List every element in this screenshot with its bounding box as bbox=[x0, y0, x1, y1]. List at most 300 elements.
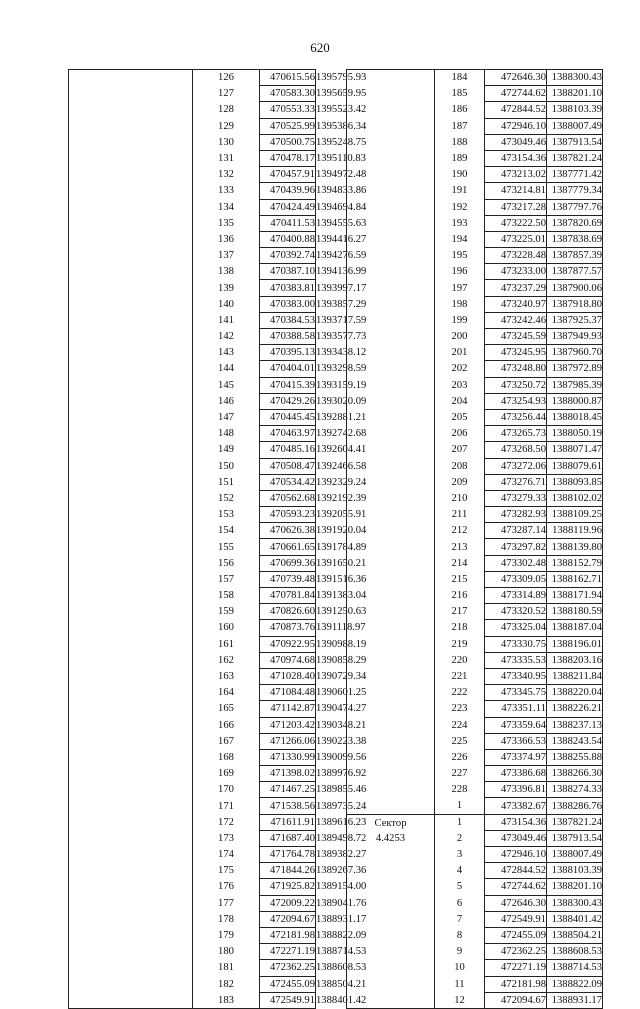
y-coordinate: 1388504.21 bbox=[547, 927, 603, 943]
point-number: 154 bbox=[193, 523, 260, 539]
x-coordinate: 470562.68 bbox=[260, 490, 316, 506]
table-row: 139 470383.81 1393997.17 bbox=[69, 280, 316, 296]
point-number: 186 bbox=[435, 102, 485, 118]
coordinates-table-right bbox=[346, 69, 603, 1009]
y-coordinate: 1388931.17 bbox=[547, 992, 603, 1008]
y-coordinate: 1388007.49 bbox=[547, 118, 603, 134]
point-number: 168 bbox=[193, 749, 260, 765]
x-coordinate: 473345.75 bbox=[485, 685, 547, 701]
table-row: 151 470534.42 1392329.24 bbox=[69, 474, 316, 490]
point-number: 209 bbox=[435, 474, 485, 490]
table-row: 183 472549.91 1388401.42 bbox=[69, 992, 316, 1008]
point-number: 159 bbox=[193, 604, 260, 620]
x-coordinate: 473282.93 bbox=[485, 507, 547, 523]
y-coordinate: 1388401.42 bbox=[547, 911, 603, 927]
x-coordinate: 473245.95 bbox=[485, 345, 547, 361]
table-row: 145 470415.39 1393159.19 bbox=[69, 377, 316, 393]
x-coordinate: 470429.26 bbox=[260, 393, 316, 409]
point-number: 180 bbox=[193, 944, 260, 960]
y-coordinate: 1388079.61 bbox=[547, 458, 603, 474]
x-coordinate: 471611.91 bbox=[260, 814, 316, 830]
table-row: 180 472271.19 1388714.53 bbox=[69, 944, 316, 960]
x-coordinate: 473335.53 bbox=[485, 652, 547, 668]
point-number: 1 bbox=[435, 814, 485, 830]
point-number: 137 bbox=[193, 248, 260, 264]
point-number: 163 bbox=[193, 668, 260, 684]
point-number: 207 bbox=[435, 442, 485, 458]
point-number: 132 bbox=[193, 167, 260, 183]
x-coordinate: 470485.16 bbox=[260, 442, 316, 458]
point-number: 174 bbox=[193, 847, 260, 863]
x-coordinate: 470583.30 bbox=[260, 86, 316, 102]
page-number: 620 bbox=[310, 40, 330, 55]
point-number: 146 bbox=[193, 393, 260, 409]
y-coordinate: 1387821.24 bbox=[547, 150, 603, 166]
y-coordinate: 1388201.10 bbox=[547, 879, 603, 895]
point-number: 200 bbox=[435, 329, 485, 345]
table-row: 152 470562.68 1392192.39 bbox=[69, 490, 316, 506]
point-number: 139 bbox=[193, 280, 260, 296]
x-coordinate: 472455.09 bbox=[260, 976, 316, 992]
x-coordinate: 470922.95 bbox=[260, 636, 316, 652]
point-number: 1 bbox=[435, 798, 485, 814]
point-number: 216 bbox=[435, 588, 485, 604]
x-coordinate: 471028.40 bbox=[260, 668, 316, 684]
x-coordinate: 470525.99 bbox=[260, 118, 316, 134]
point-number: 193 bbox=[435, 215, 485, 231]
table-row bbox=[347, 814, 603, 830]
y-coordinate: 1388171.94 bbox=[547, 588, 603, 604]
point-number: 192 bbox=[435, 199, 485, 215]
x-coordinate: 470739.48 bbox=[260, 571, 316, 587]
table-row: 146 470429.26 1393020.09 bbox=[69, 393, 316, 409]
table-row: 166 471203.42 1390348.21 bbox=[69, 717, 316, 733]
x-coordinate: 473214.81 bbox=[485, 183, 547, 199]
x-coordinate: 473297.82 bbox=[485, 539, 547, 555]
table-row: 141 470384.53 1393717.59 bbox=[69, 312, 316, 328]
point-number: 158 bbox=[193, 588, 260, 604]
table-row: 143 470395.13 1393438.12 bbox=[69, 345, 316, 361]
point-number: 140 bbox=[193, 296, 260, 312]
x-coordinate: 473049.46 bbox=[485, 830, 547, 846]
y-coordinate: 1388286.76 bbox=[547, 798, 603, 814]
x-coordinate: 470553.33 bbox=[260, 102, 316, 118]
point-number: 153 bbox=[193, 507, 260, 523]
x-coordinate: 473351.11 bbox=[485, 701, 547, 717]
table-row: 178 472094.67 1388931.17 bbox=[69, 911, 316, 927]
point-number: 167 bbox=[193, 733, 260, 749]
x-coordinate: 473242.46 bbox=[485, 312, 547, 328]
x-coordinate: 470400.88 bbox=[260, 231, 316, 247]
y-coordinate: 1388255.88 bbox=[547, 749, 603, 765]
table-row: 154 470626.38 1391920.04 bbox=[69, 523, 316, 539]
x-coordinate: 472009.22 bbox=[260, 895, 316, 911]
x-coordinate: 471467.25 bbox=[260, 782, 316, 798]
table-row: 164 471084.48 1390601.25 bbox=[69, 685, 316, 701]
y-coordinate: 1388139.80 bbox=[547, 539, 603, 555]
point-number: 214 bbox=[435, 555, 485, 571]
y-coordinate: 1388220.04 bbox=[547, 685, 603, 701]
table-row: 153 470593.23 1392055.91 bbox=[69, 507, 316, 523]
point-number: 224 bbox=[435, 717, 485, 733]
x-coordinate: 473154.36 bbox=[485, 814, 547, 830]
y-coordinate: 1388103.39 bbox=[547, 863, 603, 879]
table-row: 155 470661.65 1391784.89 bbox=[69, 539, 316, 555]
y-coordinate: 1388237.13 bbox=[547, 717, 603, 733]
x-coordinate: 473265.73 bbox=[485, 426, 547, 442]
y-coordinate: 1387913.54 bbox=[547, 134, 603, 150]
point-number: 208 bbox=[435, 458, 485, 474]
x-coordinate: 472455.09 bbox=[485, 927, 547, 943]
group-label-cell bbox=[347, 70, 435, 815]
point-number: 204 bbox=[435, 393, 485, 409]
point-number: 173 bbox=[193, 830, 260, 846]
table-row: 126 470615.56 1395795.93 bbox=[69, 70, 316, 86]
point-number: 141 bbox=[193, 312, 260, 328]
x-coordinate: 470445.45 bbox=[260, 409, 316, 425]
point-number: 8 bbox=[435, 927, 485, 943]
x-coordinate: 473250.72 bbox=[485, 377, 547, 393]
point-number: 219 bbox=[435, 636, 485, 652]
group-label-cell bbox=[69, 70, 193, 1009]
x-coordinate: 472946.10 bbox=[485, 118, 547, 134]
point-number: 7 bbox=[435, 911, 485, 927]
y-coordinate: 1388300.43 bbox=[547, 70, 603, 86]
y-coordinate: 1388608.53 bbox=[547, 944, 603, 960]
x-coordinate: 470500.75 bbox=[260, 134, 316, 150]
x-coordinate: 470388.58 bbox=[260, 329, 316, 345]
point-number: 212 bbox=[435, 523, 485, 539]
x-coordinate: 470781.84 bbox=[260, 588, 316, 604]
x-coordinate: 473154.36 bbox=[485, 150, 547, 166]
point-number: 184 bbox=[435, 70, 485, 86]
x-coordinate: 470699.36 bbox=[260, 555, 316, 571]
table-row: 128 470553.33 1395523.42 bbox=[69, 102, 316, 118]
table-row: 171 471538.56 1389735.24 bbox=[69, 798, 316, 814]
y-coordinate: 1387877.57 bbox=[547, 264, 603, 280]
point-number: 177 bbox=[193, 895, 260, 911]
table-row: 169 471398.02 1389976.92 bbox=[69, 766, 316, 782]
y-coordinate: 1388162.71 bbox=[547, 571, 603, 587]
point-number: 5 bbox=[435, 879, 485, 895]
table-row: 137 470392.74 1394276.59 bbox=[69, 248, 316, 264]
table-row: 175 471844.26 1389267.36 bbox=[69, 863, 316, 879]
y-coordinate: 1387820.69 bbox=[547, 215, 603, 231]
point-number: 131 bbox=[193, 150, 260, 166]
x-coordinate: 473276.71 bbox=[485, 474, 547, 490]
point-number: 182 bbox=[193, 976, 260, 992]
x-coordinate: 470384.53 bbox=[260, 312, 316, 328]
point-number: 203 bbox=[435, 377, 485, 393]
point-number: 138 bbox=[193, 264, 260, 280]
y-coordinate: 1388119.96 bbox=[547, 523, 603, 539]
point-number: 170 bbox=[193, 782, 260, 798]
table-row: 149 470485.16 1392604.41 bbox=[69, 442, 316, 458]
y-coordinate: 1388196.01 bbox=[547, 636, 603, 652]
x-coordinate: 470826.60 bbox=[260, 604, 316, 620]
table-row: 135 470411.53 1394555.63 bbox=[69, 215, 316, 231]
table-row: 165 471142.87 1390474.27 bbox=[69, 701, 316, 717]
table-row: 161 470922.95 1390988.19 bbox=[69, 636, 316, 652]
x-coordinate: 473217.28 bbox=[485, 199, 547, 215]
x-coordinate: 472094.67 bbox=[260, 911, 316, 927]
point-number: 127 bbox=[193, 86, 260, 102]
x-coordinate: 473386.68 bbox=[485, 766, 547, 782]
point-number: 178 bbox=[193, 911, 260, 927]
point-number: 149 bbox=[193, 442, 260, 458]
point-number: 217 bbox=[435, 604, 485, 620]
point-number: 165 bbox=[193, 701, 260, 717]
x-coordinate: 472094.67 bbox=[485, 992, 547, 1008]
y-coordinate: 1388000.87 bbox=[547, 393, 603, 409]
point-number: 210 bbox=[435, 490, 485, 506]
table-row: 160 470873.76 1391118.97 bbox=[69, 620, 316, 636]
x-coordinate: 473366.53 bbox=[485, 733, 547, 749]
x-coordinate: 470404.01 bbox=[260, 361, 316, 377]
x-coordinate: 472844.52 bbox=[485, 102, 547, 118]
y-coordinate: 1387985.39 bbox=[547, 377, 603, 393]
x-coordinate: 472181.98 bbox=[260, 927, 316, 943]
point-number: 190 bbox=[435, 167, 485, 183]
y-coordinate: 1388109.25 bbox=[547, 507, 603, 523]
table-row: 168 471330.99 1390099.56 bbox=[69, 749, 316, 765]
point-number: 169 bbox=[193, 766, 260, 782]
x-coordinate: 470873.76 bbox=[260, 620, 316, 636]
x-coordinate: 470387.10 bbox=[260, 264, 316, 280]
x-coordinate: 473254.93 bbox=[485, 393, 547, 409]
point-number: 227 bbox=[435, 766, 485, 782]
sector-label: Сектор bbox=[374, 817, 407, 829]
point-number: 189 bbox=[435, 150, 485, 166]
point-number: 157 bbox=[193, 571, 260, 587]
x-coordinate: 470392.74 bbox=[260, 248, 316, 264]
x-coordinate: 473272.06 bbox=[485, 458, 547, 474]
y-coordinate: 1387900.06 bbox=[547, 280, 603, 296]
point-number: 223 bbox=[435, 701, 485, 717]
point-number: 129 bbox=[193, 118, 260, 134]
x-coordinate: 472646.30 bbox=[485, 895, 547, 911]
point-number: 205 bbox=[435, 409, 485, 425]
table-row: 136 470400.88 1394416.27 bbox=[69, 231, 316, 247]
point-number: 144 bbox=[193, 361, 260, 377]
x-coordinate: 470383.81 bbox=[260, 280, 316, 296]
point-number: 2 bbox=[435, 830, 485, 846]
point-number: 206 bbox=[435, 426, 485, 442]
y-coordinate: 1387838.69 bbox=[547, 231, 603, 247]
x-coordinate: 473237.29 bbox=[485, 280, 547, 296]
point-number: 179 bbox=[193, 927, 260, 943]
x-coordinate: 470508.47 bbox=[260, 458, 316, 474]
point-number: 171 bbox=[193, 798, 260, 814]
point-number: 166 bbox=[193, 717, 260, 733]
point-number: 176 bbox=[193, 879, 260, 895]
x-coordinate: 473248.80 bbox=[485, 361, 547, 377]
x-coordinate: 471398.02 bbox=[260, 766, 316, 782]
point-number: 202 bbox=[435, 361, 485, 377]
point-number: 10 bbox=[435, 960, 485, 976]
point-number: 181 bbox=[193, 960, 260, 976]
point-number: 191 bbox=[435, 183, 485, 199]
y-coordinate: 1387960.70 bbox=[547, 345, 603, 361]
y-coordinate: 1387797.76 bbox=[547, 199, 603, 215]
x-coordinate: 473302.48 bbox=[485, 555, 547, 571]
y-coordinate: 1388243.54 bbox=[547, 733, 603, 749]
point-number: 183 bbox=[193, 992, 260, 1008]
x-coordinate: 473320.52 bbox=[485, 604, 547, 620]
point-number: 3 bbox=[435, 847, 485, 863]
x-coordinate: 472181.98 bbox=[485, 976, 547, 992]
table-row: 148 470463.97 1392742.68 bbox=[69, 426, 316, 442]
table-row: 181 472362.25 1388608.53 bbox=[69, 960, 316, 976]
y-coordinate: 1387913.54 bbox=[547, 830, 603, 846]
x-coordinate: 472271.19 bbox=[260, 944, 316, 960]
point-number: 152 bbox=[193, 490, 260, 506]
point-number: 175 bbox=[193, 863, 260, 879]
x-coordinate: 470411.53 bbox=[260, 215, 316, 231]
x-coordinate: 472844.52 bbox=[485, 863, 547, 879]
point-number: 195 bbox=[435, 248, 485, 264]
y-coordinate: 1387779.34 bbox=[547, 183, 603, 199]
x-coordinate: 471764.78 bbox=[260, 847, 316, 863]
x-coordinate: 471203.42 bbox=[260, 717, 316, 733]
y-coordinate: 1388822.09 bbox=[547, 976, 603, 992]
point-number: 188 bbox=[435, 134, 485, 150]
x-coordinate: 472946.10 bbox=[485, 847, 547, 863]
point-number: 213 bbox=[435, 539, 485, 555]
y-coordinate: 1388180.59 bbox=[547, 604, 603, 620]
x-coordinate: 471142.87 bbox=[260, 701, 316, 717]
table-row: 156 470699.36 1391650.21 bbox=[69, 555, 316, 571]
table-row: 162 470974.68 1390858.29 bbox=[69, 652, 316, 668]
x-coordinate: 470415.39 bbox=[260, 377, 316, 393]
y-coordinate: 1388018.45 bbox=[547, 409, 603, 425]
x-coordinate: 471266.06 bbox=[260, 733, 316, 749]
point-number: 126 bbox=[193, 70, 260, 86]
y-coordinate: 1388050.19 bbox=[547, 426, 603, 442]
x-coordinate: 471687.40 bbox=[260, 830, 316, 846]
x-coordinate: 471925.82 bbox=[260, 879, 316, 895]
x-coordinate: 470661.65 bbox=[260, 539, 316, 555]
x-coordinate: 470615.56 bbox=[260, 70, 316, 86]
y-coordinate: 1387925.37 bbox=[547, 312, 603, 328]
x-coordinate: 470593.23 bbox=[260, 507, 316, 523]
y-coordinate: 1387918.80 bbox=[547, 296, 603, 312]
point-number: 134 bbox=[193, 199, 260, 215]
y-coordinate: 1387972.89 bbox=[547, 361, 603, 377]
y-coordinate: 1388203.16 bbox=[547, 652, 603, 668]
x-coordinate: 473279.33 bbox=[485, 490, 547, 506]
y-coordinate: 1388187.04 bbox=[547, 620, 603, 636]
table-row: 176 471925.82 1389154.00 bbox=[69, 879, 316, 895]
x-coordinate: 470457.91 bbox=[260, 167, 316, 183]
x-coordinate: 472549.91 bbox=[485, 911, 547, 927]
point-number: 187 bbox=[435, 118, 485, 134]
x-coordinate: 473359.64 bbox=[485, 717, 547, 733]
sector-number: 4.4253 bbox=[375, 832, 406, 844]
point-number: 225 bbox=[435, 733, 485, 749]
x-coordinate: 473309.05 bbox=[485, 571, 547, 587]
table-row: 133 470439.96 1394833.86 bbox=[69, 183, 316, 199]
table-row: 127 470583.30 1395659.95 bbox=[69, 86, 316, 102]
point-number: 142 bbox=[193, 329, 260, 345]
point-number: 4 bbox=[435, 863, 485, 879]
point-number: 130 bbox=[193, 134, 260, 150]
point-number: 199 bbox=[435, 312, 485, 328]
table-row: 172 471611.91 1389616.23 bbox=[69, 814, 316, 830]
point-number: 164 bbox=[193, 685, 260, 701]
x-coordinate: 470626.38 bbox=[260, 523, 316, 539]
table-row: 157 470739.48 1391516.36 bbox=[69, 571, 316, 587]
x-coordinate: 472362.25 bbox=[260, 960, 316, 976]
x-coordinate: 473287.14 bbox=[485, 523, 547, 539]
table-row bbox=[347, 70, 603, 86]
table-row: 142 470388.58 1393577.73 bbox=[69, 329, 316, 345]
point-number: 196 bbox=[435, 264, 485, 280]
y-coordinate: 1387857.39 bbox=[547, 248, 603, 264]
point-number: 128 bbox=[193, 102, 260, 118]
x-coordinate: 473240.97 bbox=[485, 296, 547, 312]
x-coordinate: 473213.02 bbox=[485, 167, 547, 183]
point-number: 220 bbox=[435, 652, 485, 668]
table-row: 140 470383.00 1393857.29 bbox=[69, 296, 316, 312]
y-coordinate: 1388714.53 bbox=[547, 960, 603, 976]
point-number: 185 bbox=[435, 86, 485, 102]
y-coordinate: 1387771.42 bbox=[547, 167, 603, 183]
x-coordinate: 473228.48 bbox=[485, 248, 547, 264]
x-coordinate: 473049.46 bbox=[485, 134, 547, 150]
x-coordinate: 472549.91 bbox=[260, 992, 316, 1008]
x-coordinate: 470383.00 bbox=[260, 296, 316, 312]
point-number: 145 bbox=[193, 377, 260, 393]
x-coordinate: 473396.81 bbox=[485, 782, 547, 798]
x-coordinate: 473325.04 bbox=[485, 620, 547, 636]
x-coordinate: 473330.75 bbox=[485, 636, 547, 652]
x-coordinate: 470439.96 bbox=[260, 183, 316, 199]
table-row: 132 470457.91 1394972.48 bbox=[69, 167, 316, 183]
x-coordinate: 470395.13 bbox=[260, 345, 316, 361]
table-row: 167 471266.06 1390223.38 bbox=[69, 733, 316, 749]
table-row: 177 472009.22 1389041.76 bbox=[69, 895, 316, 911]
x-coordinate: 473225.01 bbox=[485, 231, 547, 247]
point-number: 226 bbox=[435, 749, 485, 765]
x-coordinate: 473314.89 bbox=[485, 588, 547, 604]
point-number: 135 bbox=[193, 215, 260, 231]
x-coordinate: 473268.50 bbox=[485, 442, 547, 458]
x-coordinate: 471844.26 bbox=[260, 863, 316, 879]
table-row: 182 472455.09 1388504.21 bbox=[69, 976, 316, 992]
point-number: 197 bbox=[435, 280, 485, 296]
table-row: 174 471764.78 1389382.27 bbox=[69, 847, 316, 863]
point-number: 148 bbox=[193, 426, 260, 442]
table-row: 144 470404.01 1393298.59 bbox=[69, 361, 316, 377]
x-coordinate: 473233.00 bbox=[485, 264, 547, 280]
y-coordinate: 1388274.33 bbox=[547, 782, 603, 798]
x-coordinate: 471538.56 bbox=[260, 798, 316, 814]
x-coordinate: 472362.25 bbox=[485, 944, 547, 960]
y-coordinate: 1388102.02 bbox=[547, 490, 603, 506]
table-row: 158 470781.84 1391383.04 bbox=[69, 588, 316, 604]
y-coordinate: 1388226.21 bbox=[547, 701, 603, 717]
y-coordinate: 1388007.49 bbox=[547, 847, 603, 863]
point-number: 228 bbox=[435, 782, 485, 798]
point-number: 12 bbox=[435, 992, 485, 1008]
point-number: 222 bbox=[435, 685, 485, 701]
table-row: 131 470478.17 1395110.83 bbox=[69, 150, 316, 166]
y-coordinate: 1388071.47 bbox=[547, 442, 603, 458]
point-number: 155 bbox=[193, 539, 260, 555]
x-coordinate: 470974.68 bbox=[260, 652, 316, 668]
point-number: 211 bbox=[435, 507, 485, 523]
